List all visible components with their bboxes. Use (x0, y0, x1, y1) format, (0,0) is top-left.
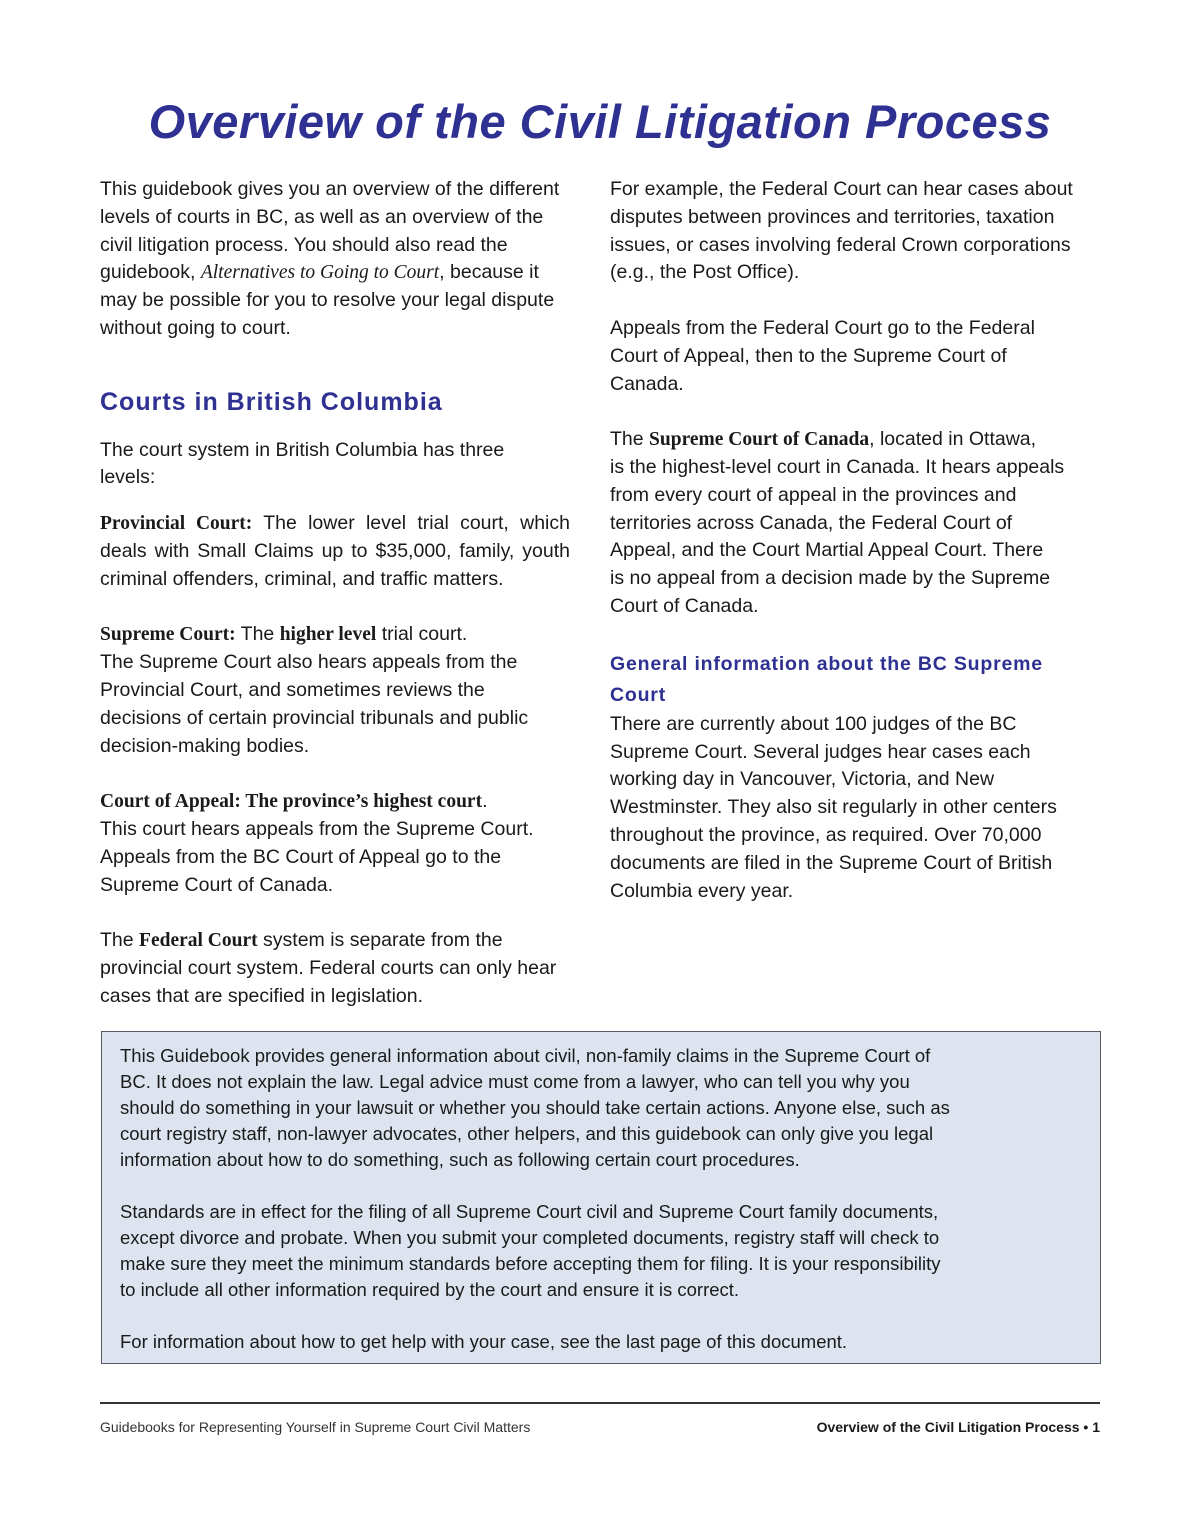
text-line: levels of courts in BC, as well as an overview of the (100, 205, 544, 228)
text-line: civil litigation process. You should also read the (100, 233, 508, 256)
text-line: levels: (100, 466, 156, 489)
provincial-court-paragraph (100, 510, 570, 593)
text-line: Canada. (610, 372, 684, 395)
federal-court-label: Federal Court (139, 930, 258, 952)
text-line: is the highest-level court in Canada. It hears appeals (610, 455, 1065, 478)
text-line: without going to court. (100, 316, 291, 339)
footer-series-title: Guidebooks for Representing Yourself in Supreme Court Civil Matters (100, 1419, 531, 1435)
text-line (100, 259, 570, 287)
text-line: Supreme Court. Several judges hear cases each (610, 740, 1031, 763)
text-run: . (482, 790, 488, 813)
notice-line: BC. It does not explain the law. Legal advice must come from a lawyer, who can tell you why you (120, 1071, 910, 1092)
text-line (100, 927, 570, 955)
notice-line: to include all other information required by the court and ensure it is correct. (120, 1279, 740, 1300)
court-of-appeal-label: Court of Appeal: (100, 791, 241, 813)
text-line: from every court of appeal in the provinces and (610, 483, 1017, 506)
text-line: issues, or cases involving federal Crown corporations (610, 233, 1071, 256)
notice-box (101, 1031, 1101, 1364)
text-line: The Supreme Court also hears appeals from the (100, 651, 518, 674)
federal-appeals-paragraph (610, 315, 1095, 398)
text-run: The (235, 623, 280, 646)
notice-paragraph (120, 1199, 1082, 1303)
text-line: This court hears appeals from the Supreme Court. (100, 817, 534, 840)
federal-example-paragraph (610, 176, 1095, 287)
intro-paragraph (100, 176, 570, 343)
guidebook-title-reference: Alternatives to Going to Court (200, 262, 440, 284)
supreme-court-paragraph (100, 621, 570, 760)
text-line: Columbia every year. (610, 879, 794, 902)
court-of-appeal-paragraph (100, 788, 570, 899)
text-run: system is separate from the (257, 929, 503, 952)
notice-line: information about how to do something, such as following certain court procedures. (120, 1149, 800, 1170)
bold-run: higher level (279, 624, 377, 646)
general-info-heading (610, 649, 1095, 711)
text-line: Court of Canada. (610, 594, 759, 617)
text-line: may be possible for you to resolve your legal dispute (100, 289, 555, 312)
notice-line: except divorce and probate. When you submit your completed documents, registry staff will check to (120, 1227, 940, 1248)
text-line: provincial court system. Federal courts can only hear (100, 956, 557, 979)
text-line: throughout the province, as required. Over 70,000 (610, 823, 1042, 846)
text-run: , located in Ottawa, (869, 428, 1037, 451)
text-run: The (610, 428, 650, 451)
text-line: documents are filed in the Supreme Court of British (610, 851, 1053, 874)
text-line: There are currently about 100 judges of the BC (610, 712, 1017, 735)
text-run: The (100, 929, 140, 952)
heading-line: Court (610, 683, 666, 706)
federal-court-paragraph (100, 927, 570, 1010)
footer-divider (100, 1402, 1100, 1404)
text-line (100, 621, 570, 649)
courts-heading: Courts in British Columbia (100, 387, 443, 416)
left-column (100, 176, 570, 1011)
notice-paragraph (120, 1043, 1082, 1173)
text-run: The lower level trial court, which deals with Small Claims up to $35,000, family, youth criminal offenders, criminal, and traffic matters. (100, 512, 570, 590)
text-line (610, 426, 1095, 454)
text-line: is no appeal from a decision made by the Supreme (610, 567, 1051, 590)
text-line: cases that are specified in legislation. (100, 984, 424, 1007)
text-line: decision-making bodies. (100, 734, 310, 757)
provincial-court-label: Provincial Court: (100, 513, 253, 535)
supreme-court-label: Supreme Court: (100, 624, 236, 646)
page-title: Overview of the Civil Litigation Process (148, 95, 1052, 148)
text-run: trial court. (376, 623, 468, 646)
text-run: guidebook, (100, 261, 201, 284)
text-line: Appeals from the Federal Court go to the Federal (610, 316, 1035, 339)
notice-line: For information about how to get help with your case, see the last page of this document. (120, 1331, 848, 1352)
text-line: decisions of certain provincial tribunals and public (100, 706, 529, 729)
text-line: Westminster. They also sit regularly in other centers (610, 796, 1057, 819)
footer-page-label: Overview of the Civil Litigation Process • 1 (816, 1419, 1100, 1435)
text-line: Provincial Court, and sometimes reviews the (100, 678, 485, 701)
right-column (610, 176, 1095, 905)
notice-line: court registry staff, non-lawyer advocates, other helpers, and this guidebook can only give you legal (120, 1123, 934, 1144)
text-line: territories across Canada, the Federal Court of (610, 511, 1013, 534)
text-line: (e.g., the Post Office). (610, 261, 800, 284)
general-info-paragraph (610, 711, 1095, 906)
text-line: For example, the Federal Court can hear cases about (610, 178, 1073, 200)
text-line: This guidebook gives you an overview of the different (100, 178, 560, 200)
notice-line: should do something in your lawsuit or whether you should take certain actions. Anyone else, such as (120, 1097, 950, 1118)
supreme-court-of-canada-paragraph (610, 426, 1095, 621)
text-line: disputes between provinces and territories, taxation (610, 205, 1055, 228)
text-line: Appeal, and the Court Martial Appeal Court. There (610, 539, 1044, 562)
text-line: Court of Appeal, then to the Supreme Court of (610, 344, 1007, 367)
text-run: , because it (439, 261, 539, 284)
heading-line: General information about the BC Supreme (610, 652, 1043, 675)
supreme-court-of-canada-label: Supreme Court of Canada (649, 429, 870, 451)
notice-line: Standards are in effect for the filing of all Supreme Court civil and Supreme Court family documents, (120, 1201, 939, 1222)
notice-line: This Guidebook provides general information about civil, non-family claims in the Supreme Court of (120, 1045, 931, 1066)
text-line: Supreme Court of Canada. (100, 873, 334, 896)
court-system-paragraph (100, 437, 570, 493)
notice-line: make sure they meet the minimum standards before accepting them for filing. It is your responsibility (120, 1253, 941, 1274)
text-line: The court system in British Columbia has three (100, 438, 505, 461)
text-line: working day in Vancouver, Victoria, and New (610, 768, 995, 791)
bold-run: The province’s highest court (240, 791, 483, 813)
text-line: Appeals from the BC Court of Appeal go to the (100, 845, 502, 868)
text-line (100, 788, 570, 816)
